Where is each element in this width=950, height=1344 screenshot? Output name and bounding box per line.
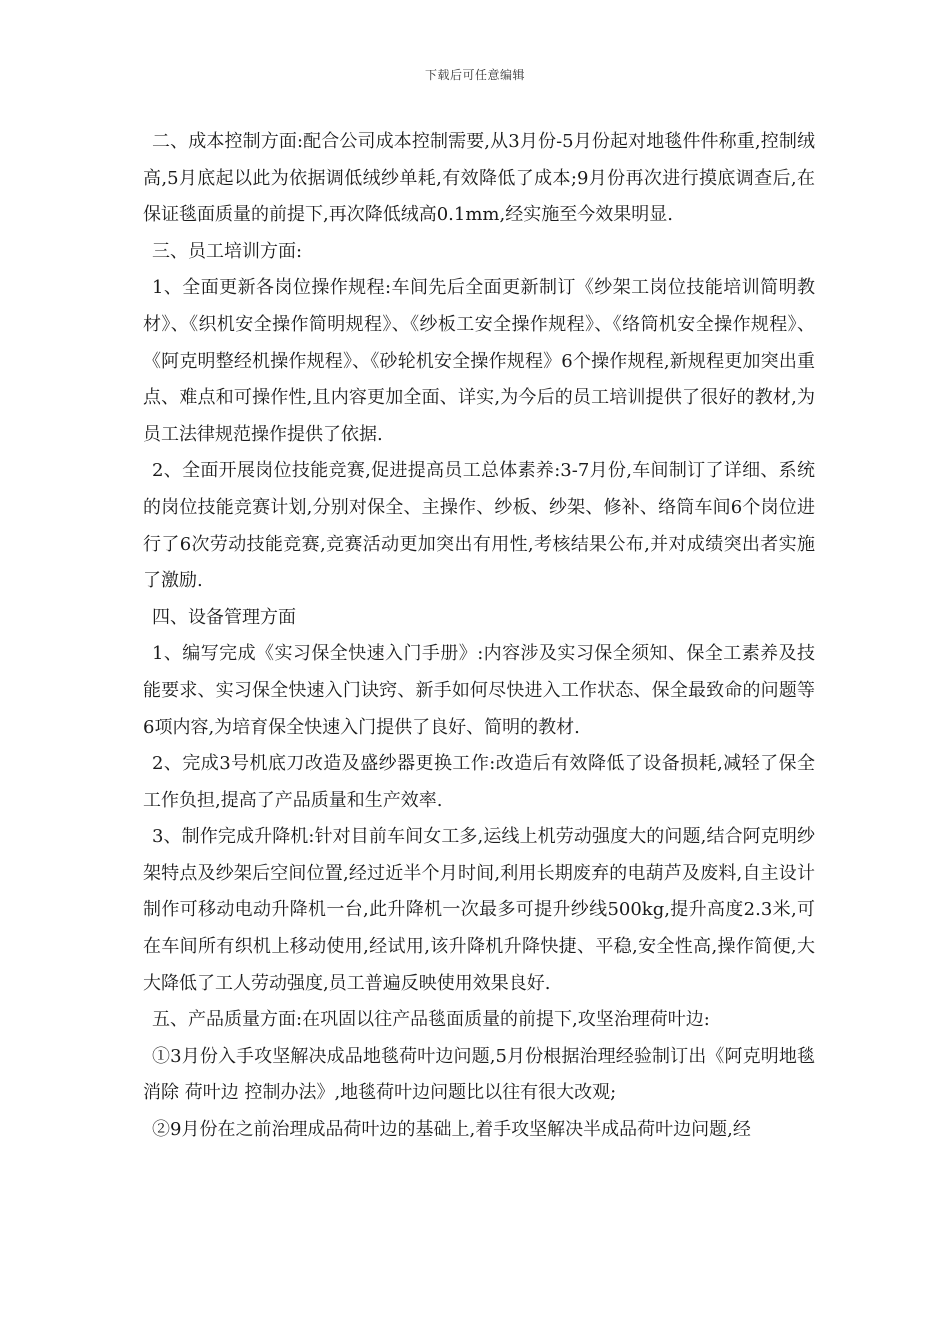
heading-staff-training: 三、员工培训方面:	[152, 240, 303, 262]
heading-equipment-management: 四、设备管理方面	[152, 606, 296, 628]
paragraph-training-2: 2、全面开展岗位技能竞赛,促进提高员工总体素养:3-7月份,车间制订了详细、系统的岗位技能竞赛计划,分别对保全、主操作、纱板、纱架、修补、络筒车间6个岗位进行了6次劳动技能竞赛,竞赛活动更加突出有用性,考核结果公布,并对成绩突出者实施了激励.	[143, 460, 815, 592]
paragraph-training-1: 1、全面更新各岗位操作规程:车间先后全面更新制订《纱架工岗位技能培训简明教材》、《织机安全操作简明规程》、《纱板工安全操作规程》、《络筒机安全操作规程》、《阿克明整经机操作规程》、《砂轮机安全操作规程》6个操作规程,新规程更加突出重点、难点和可操作性,且内容更加全面、详实,为今后的员工培训提供了很好的教材,为员工法律规范操作提供了依据.	[143, 277, 815, 445]
document-body	[143, 124, 815, 1149]
paragraph-cost-control: 二、成本控制方面:配合公司成本控制需要,从3月份-5月份起对地毯件件称重,控制绒高,5月底起以此为依据调低绒纱单耗,有效降低了成本;9月份再次进行摸底调查后,在保证毯面质量的前提下,再次降低绒高0.1mm,经实施至今效果明显.	[143, 131, 815, 226]
page-header: 下载后可任意编辑	[424, 68, 525, 82]
paragraph-quality-1: ①3月份入手攻坚解决成品地毯荷叶边问题,5月份根据治理经验制订出《阿克明地毯消除 荷叶边 控制办法》,地毯荷叶边问题比以往有很大改观;	[143, 1045, 815, 1104]
paragraph-quality-2: ②9月份在之前治理成品荷叶边的基础上,着手攻坚解决半成品荷叶边问题,经	[152, 1119, 751, 1141]
heading-product-quality: 五、产品质量方面:在巩固以往产品毯面质量的前提下,攻坚治理荷叶边:	[152, 1009, 710, 1031]
paragraph-equipment-1: 1、编写完成《实习保全快速入门手册》:内容涉及实习保全须知、保全工素养及技能要求、实习保全快速入门诀窍、新手如何尽快进入工作状态、保全最致命的问题等6项内容,为培育保全快速入门提供了良好、简明的教材.	[143, 643, 815, 738]
paragraph-equipment-3: 3、制作完成升降机:针对目前车间女工多,运线上机劳动强度大的问题,结合阿克明纱架特点及纱架后空间位置,经过近半个月时间,利用长期废弃的电葫芦及废料,自主设计制作可移动电动升降机一台,此升降机一次最多可提升纱线500kg,提升高度2.3米,可在车间所有织机上移动使用,经试用,该升降机升降快捷、平稳,安全性高,操作简便,大大降低了工人劳动强度,员工普遍反映使用效果良好.	[143, 826, 815, 994]
paragraph-equipment-2: 2、完成3号机底刀改造及盛纱器更换工作:改造后有效降低了设备损耗,减轻了保全工作负担,提高了产品质量和生产效率.	[143, 753, 815, 811]
